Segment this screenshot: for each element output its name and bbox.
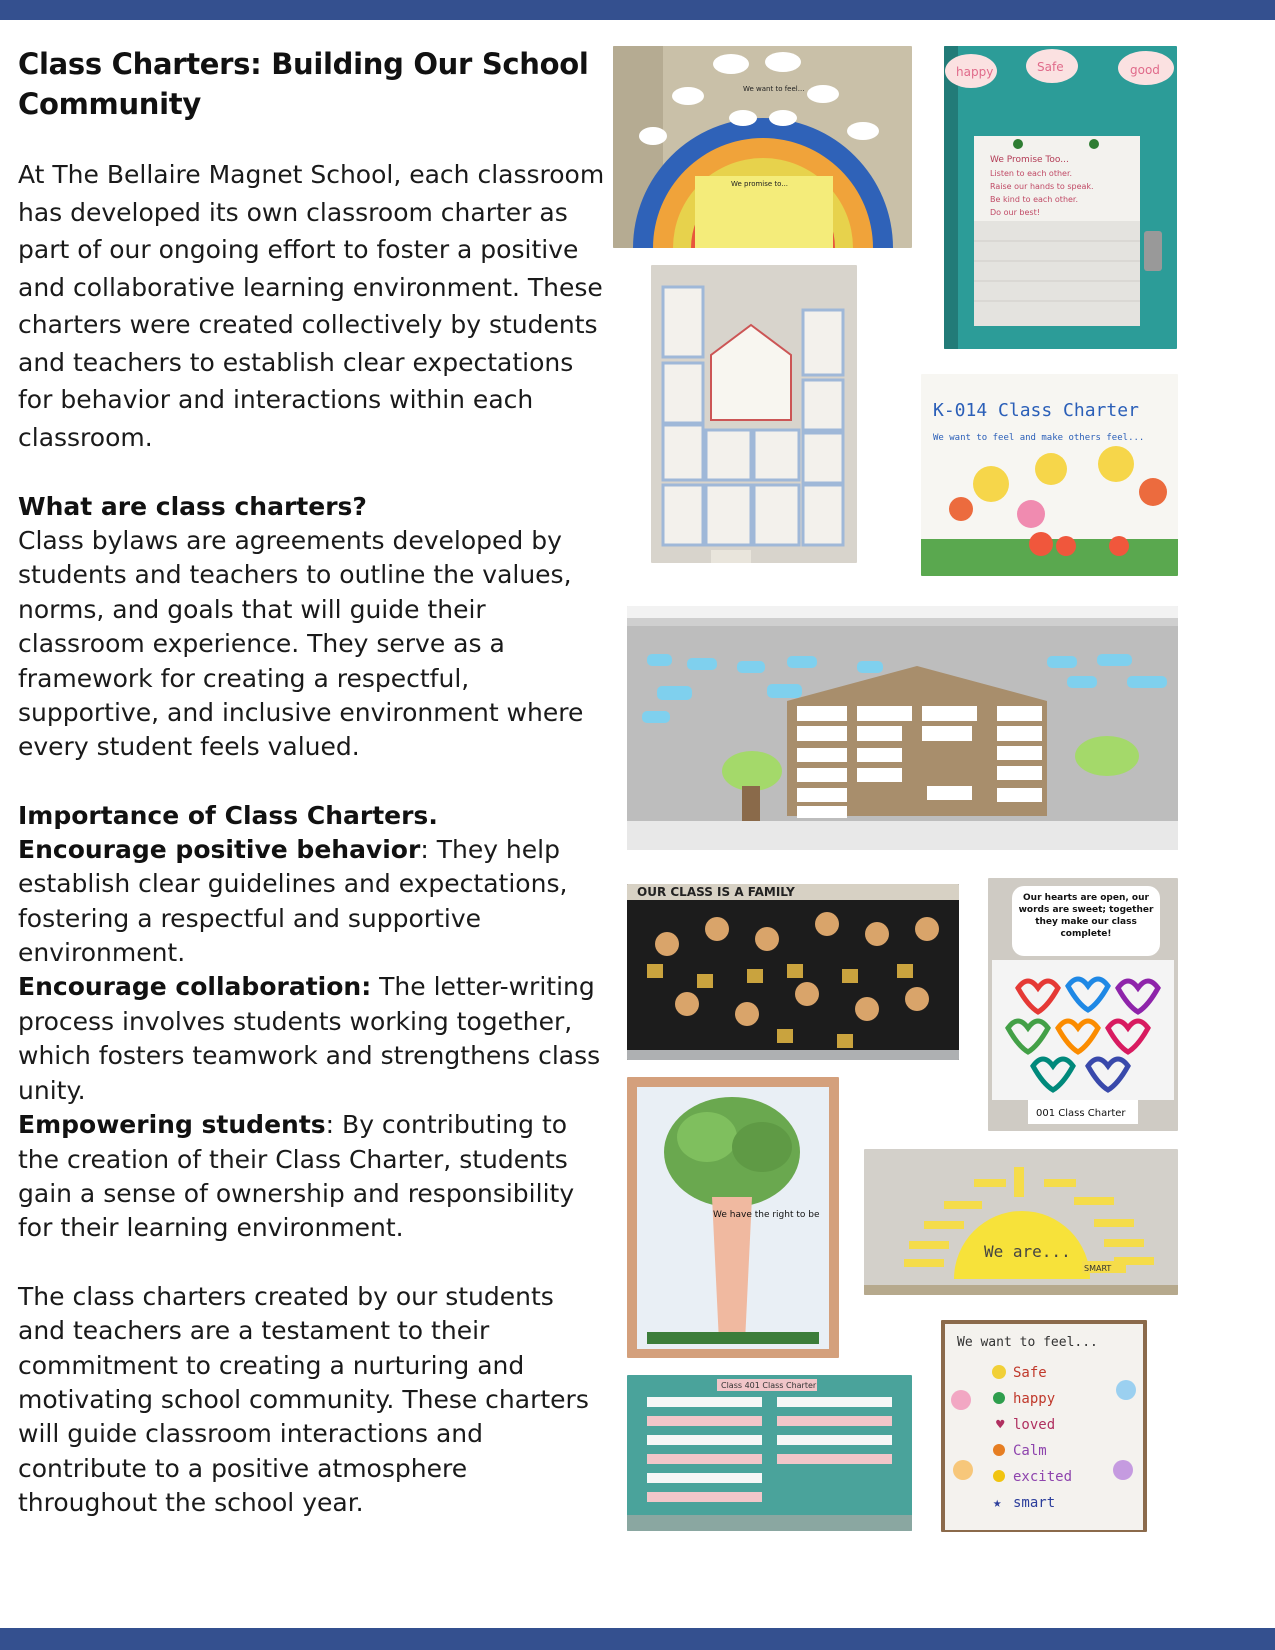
rainbow-charter-photo	[613, 46, 912, 248]
feel-poster-photo	[941, 1320, 1147, 1532]
top-banner	[0, 0, 1275, 20]
benefit-sep: :	[420, 834, 429, 864]
what-paragraph: Class bylaws are agreements developed by students and teachers to outline the values, norms, and goals that will guide their classroom experience. They serve as a framework for creating a respectful, supportive, and inclusive environment where every student feels valued.	[18, 526, 584, 762]
door-line: Listen to each other.	[990, 169, 1073, 178]
rainbow-label-2: We promise to...	[731, 180, 789, 188]
board401-title: Class 401 Class Charter	[721, 1381, 817, 1390]
door-heading: We Promise Too...	[990, 155, 1069, 165]
what-heading: What are class charters?	[18, 492, 367, 521]
house-bulletin-photo	[627, 606, 1178, 850]
sun-label: We are...	[984, 1242, 1071, 1261]
benefit-lead: Encourage collaboration:	[18, 972, 372, 1002]
door-cloud-1: happy	[956, 65, 994, 79]
svg-text:★: ★	[993, 1495, 1002, 1511]
bottom-banner	[0, 1628, 1275, 1650]
intro-paragraph: At The Bellaire Magnet School, each classroom has developed its own classroom charter as part of our ongoing effort to foster a positive and collaborative learning environment. These charters were created collectively by students and teachers to establish clear expectations for behavior and interactions within each classroom.	[18, 160, 605, 452]
closing-paragraph: The class charters created by our students and teachers are a testament to their commitment to creating a nurturing and motivating school community. These charters will guide classroom interactions and contribute to a positive atmosphere throughout the school year.	[18, 1281, 589, 1518]
door-line: Do our best!	[990, 208, 1040, 217]
importance-heading: Importance of Class Charters.	[18, 800, 438, 830]
feel-word: Calm	[1013, 1443, 1047, 1459]
hearts-poem: Our hearts are open, our words are sweet; together they make our class complete!	[1018, 893, 1154, 939]
door-cloud-2: Safe	[1037, 60, 1064, 74]
sun-word: SMART	[1084, 1264, 1112, 1273]
door-promise-photo	[944, 46, 1177, 349]
sun-charter-photo	[864, 1149, 1178, 1295]
rainbow-label-1: We want to feel...	[743, 85, 805, 93]
door-line: Raise our hands to speak.	[990, 182, 1094, 191]
benefit-lead: Empowering students	[18, 1110, 326, 1140]
family-banner: OUR CLASS IS A FAMILY	[637, 885, 795, 899]
benefit-text: By contributing to the creation of their Class Charter, students gain a sense of ownership and responsibility for their learning environment.	[18, 1110, 575, 1243]
hand-tree-photo	[627, 1077, 839, 1358]
hearts-charter-photo	[988, 878, 1178, 1131]
feel-word: excited	[1013, 1469, 1073, 1485]
class401-board-photo	[627, 1375, 912, 1531]
article-column	[18, 44, 608, 1521]
feel-word: loved	[1013, 1417, 1056, 1433]
house-charters-photo	[651, 265, 857, 563]
page-title: Class Charters: Building Our School Community	[18, 47, 589, 121]
tree-label: We have the right to be	[713, 1210, 820, 1220]
feel-word: Safe	[1013, 1365, 1047, 1381]
door-cloud-3: good	[1130, 63, 1160, 77]
feel-title: We want to feel...	[957, 1335, 1098, 1350]
k014-title: K-014 Class Charter	[933, 400, 1139, 421]
hearts-label: 001 Class Charter	[1036, 1108, 1126, 1119]
benefit-empowering	[18, 1108, 608, 1246]
feel-word: smart	[1013, 1495, 1056, 1511]
svg-text:♥: ♥	[996, 1417, 1005, 1433]
benefit-text: The letter-writing process involves students working together, which fosters teamwork and strengthens class unity.	[18, 972, 601, 1105]
door-line: Be kind to each other.	[990, 195, 1079, 204]
benefit-sep: :	[325, 1110, 335, 1140]
k014-charter-photo	[921, 374, 1178, 576]
benefit-lead: Encourage positive behavior	[18, 834, 421, 864]
k014-subtitle: We want to feel and make others feel...	[933, 433, 1145, 443]
feel-word: happy	[1013, 1391, 1056, 1407]
family-board-photo	[627, 884, 959, 1060]
benefit-text: They help establish clear guidelines and expectations, fostering a respectful and supportive environment.	[18, 834, 568, 968]
benefit-collaboration	[18, 970, 608, 1108]
benefit-positive-behavior	[18, 833, 608, 971]
